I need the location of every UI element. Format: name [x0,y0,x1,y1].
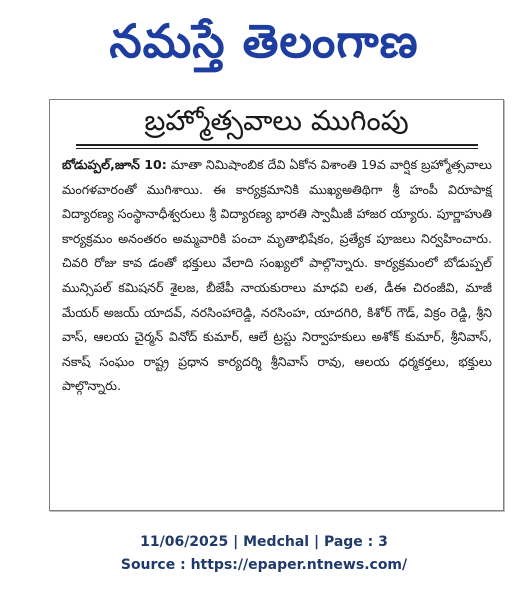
news-clipping [49,99,504,511]
clipping-source: Source : https://epaper.ntnews.com/ [120,557,408,573]
headline-rule [76,144,478,146]
article-headline: బ్రహ్మోత్సవాలు ముగింపు [144,104,409,137]
article-dateline: బోడుప్పల్,జూన్ 10: [62,157,167,172]
article-text: మాతా నిమిషాంబిక దేవి ఏకోన విశాంతి 19వ వార్షిక బ్రహ్మోత్సవాలు మంగళవారంతో ముగిశాయి. ఈ కార్యక్రమానికి ముఖ్యఅతిథిగా శ్రీ హంపీ విరూపాక్ష విద్యారణ్య సంస్థానాధీశ్వరులు శ్రీ విద్యారణ్య భారతి స్వామీజీ హాజర య్యారు. పూర్ణాహుతి కార్యక్రమం అనంతరం అమ్మవారికి పంచా మృతాభిషేకం, ప్రత్యేక పూజలు నిర్వహించారు. చివరి రోజు కావ డంతో భక్తులు వేలాది సంఖ్యలో పాల్గొన్నారు. కార్యక్రమంలో బోడుప్పల్ మున్సిపల్ కమిషనర్ శైలజ, బీజేపీ నాయకురాలు మాధవి లత, డీఈ చిరంజీవి, మాజీ మేయర్ అజయ్ యాదవ్, నరసింహారెడ్డి, నరసింహ, యాదగిరి, కిశోర్ గౌడ్, విక్రం రెడ్డి, శ్రీని వాస్, ఆలయ చైర్మన్ వినోద్ కుమార్, ఆలే ట్రస్టు నిర్వాహకులు అశోక్ కుమార్, శ్రీనివాస్, నకాష్ సంఘం రాష్ట్ర ప్రధాన కార్యదర్శి శ్రీనివాస్ రావు, ఆలయ ధర్మకర్తలు, భక్తులు పాల్గొన్నారు. [62,157,492,394]
headline-rule-thin [76,148,478,149]
newspaper-masthead: నమస్తే తెలంగాణ [109,14,419,68]
clipping-info: 11/06/2025 | Medchal | Page : 3 [140,534,388,550]
article-body [62,153,492,399]
